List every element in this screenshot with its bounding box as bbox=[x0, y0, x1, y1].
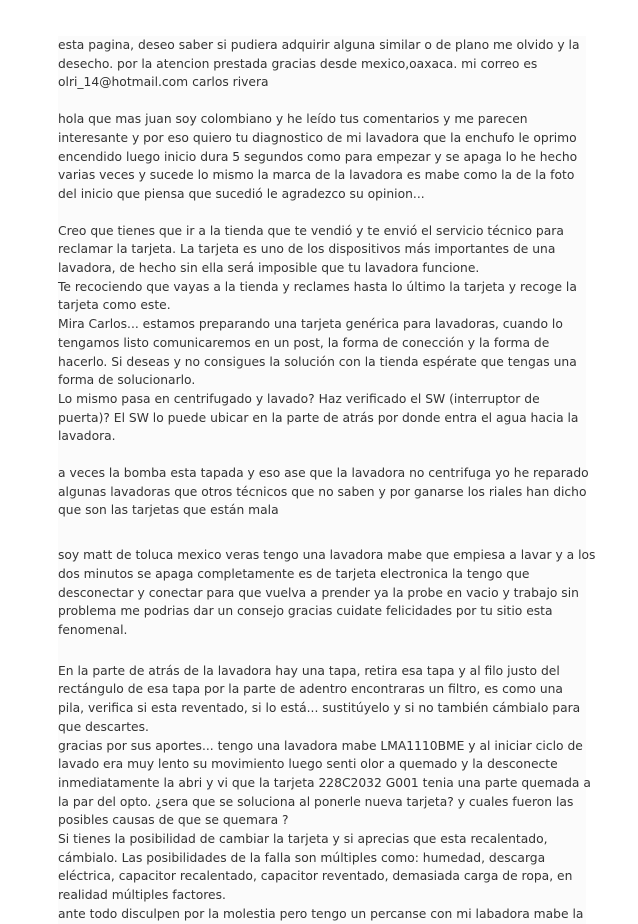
text-line: Mira Carlos... estamos preparando una tarjeta genérica para lavadoras, cuando lo bbox=[58, 317, 563, 332]
document-page bbox=[58, 36, 596, 924]
comment-6 bbox=[58, 662, 591, 924]
text-line: que descartes. bbox=[58, 719, 149, 734]
text-line: Si tienes la posibilidad de cambiar la tarjeta y si aprecias que esta recalentado, bbox=[58, 832, 548, 847]
text-line: tengamos listo comunicaremos en un post, la forma de conección y la forma de bbox=[58, 335, 550, 350]
text-line: lavadora. bbox=[58, 429, 116, 444]
text-line: posibles causas de que se quemara ? bbox=[58, 813, 289, 828]
text-line: realidad múltiples factores. bbox=[58, 888, 226, 903]
text-line: desconectar y conectar para que vuelva a prender ya la probe en vacio y trabajo sin bbox=[58, 585, 579, 600]
text-line: a veces la bomba esta tapada y eso ase que la lavadora no centrifuga yo he reparado bbox=[58, 466, 589, 481]
comment-4 bbox=[58, 464, 589, 520]
comment-3 bbox=[58, 222, 586, 446]
text-line: la par del opto. ¿sera que se soluciona al ponerle nueva tarjeta? y cuales fueron las bbox=[58, 794, 574, 809]
text-line: hola que mas juan soy colombiano y he leído tus comentarios y me parecen bbox=[58, 112, 528, 127]
text-line: gracias por sus aportes... tengo una lavadora mabe LMA1110BME y al iniciar ciclo de bbox=[58, 738, 583, 753]
text-line: puerta)? El SW lo puede ubicar en la parte de atrás por donde entra el agua hacia la bbox=[58, 410, 579, 425]
text-line: En la parte de atrás de la lavadora hay una tapa, retira esa tapa y al filo justo del bbox=[58, 663, 560, 678]
text-line: lavadora, de hecho sin ella será imposible que tu lavadora funcione. bbox=[58, 261, 480, 276]
text-line: desecho. por la atencion prestada gracias desde mexico,oaxaca. mi correo es bbox=[58, 56, 538, 71]
text-line: del inicio que piensa que sucedió le agradezco su opinion... bbox=[58, 186, 425, 201]
text-line: lavado era muy lento su movimiento luego senti olor a quemado y la desconecte bbox=[58, 757, 558, 772]
text-line: problema me podrias dar un consejo gracias cuidate felicidades por tu sitio esta bbox=[58, 604, 553, 619]
text-line: eléctrica, capacitor recalentado, capacitor reventado, demasiada carga de ropa, en bbox=[58, 869, 573, 884]
text-line: esta pagina, deseo saber si pudiera adquirir alguna similar o de plano me olvido y la bbox=[58, 38, 580, 52]
text-line: cámbialo. Las posibilidades de la falla son múltiples como: humedad, descarga bbox=[58, 850, 546, 865]
text-line: soy matt de toluca mexico veras tengo una lavadora mabe que empiesa a lavar y a los bbox=[58, 548, 596, 563]
text-line: forma de solucionarlo. bbox=[58, 373, 196, 388]
text-line: dos minutos se apaga completamente es de tarjeta electronica la tengo que bbox=[58, 566, 530, 581]
text-line: varias veces y sucede lo mismo la marca de la lavadora es mabe como la de la foto bbox=[58, 168, 575, 183]
comment-2 bbox=[58, 110, 586, 204]
comment-1 bbox=[58, 36, 586, 92]
text-line: Creo que tienes que ir a la tienda que te vendió y te envió el servicio técnico para bbox=[58, 223, 564, 238]
text-line: olri_14@hotmail.com carlos rivera bbox=[58, 75, 269, 90]
text-line: inmediatamente la abri y vi que la tarjeta 228C2032 G001 tenia una parte quemada a bbox=[58, 775, 591, 790]
text-line: algunas lavadoras que otros técnicos que no saben y por ganarse los riales han dicho bbox=[58, 484, 587, 499]
text-line: tarjeta como este. bbox=[58, 298, 171, 313]
text-line: Te recociendo que vayas a la tienda y reclames hasta lo último la tarjeta y recoge la bbox=[58, 279, 577, 294]
text-line: ante todo disculpen por la molestia pero tengo un percanse con mi labadora mabe la bbox=[58, 906, 584, 921]
text-line: fenomenal. bbox=[58, 622, 128, 637]
text-line: hacerlo. Si deseas y no consigues la solución con la tienda espérate que tengas una bbox=[58, 354, 577, 369]
text-line: Lo mismo pasa en centrifugado y lavado? Haz verificado el SW (interruptor de bbox=[58, 391, 540, 406]
text-line: pila, verifica si esta reventado, si lo está... sustitúyelo y si no también cámbialo para bbox=[58, 701, 581, 716]
text-line: interesante y por eso quiero tu diagnostico de mi lavadora que la enchufo le oprimo bbox=[58, 130, 577, 145]
text-line: rectángulo de esa tapa por la parte de adentro encontraras un filtro, es como una bbox=[58, 682, 563, 697]
text-line: reclamar la tarjeta. La tarjeta es uno de los dispositivos más importantes de una bbox=[58, 242, 556, 257]
text-line: que son las tarjetas que están mala bbox=[58, 503, 279, 518]
text-line: encendido luego inicio dura 5 segundos como para empezar y se apaga lo he hecho bbox=[58, 149, 578, 164]
comment-5 bbox=[58, 546, 596, 640]
